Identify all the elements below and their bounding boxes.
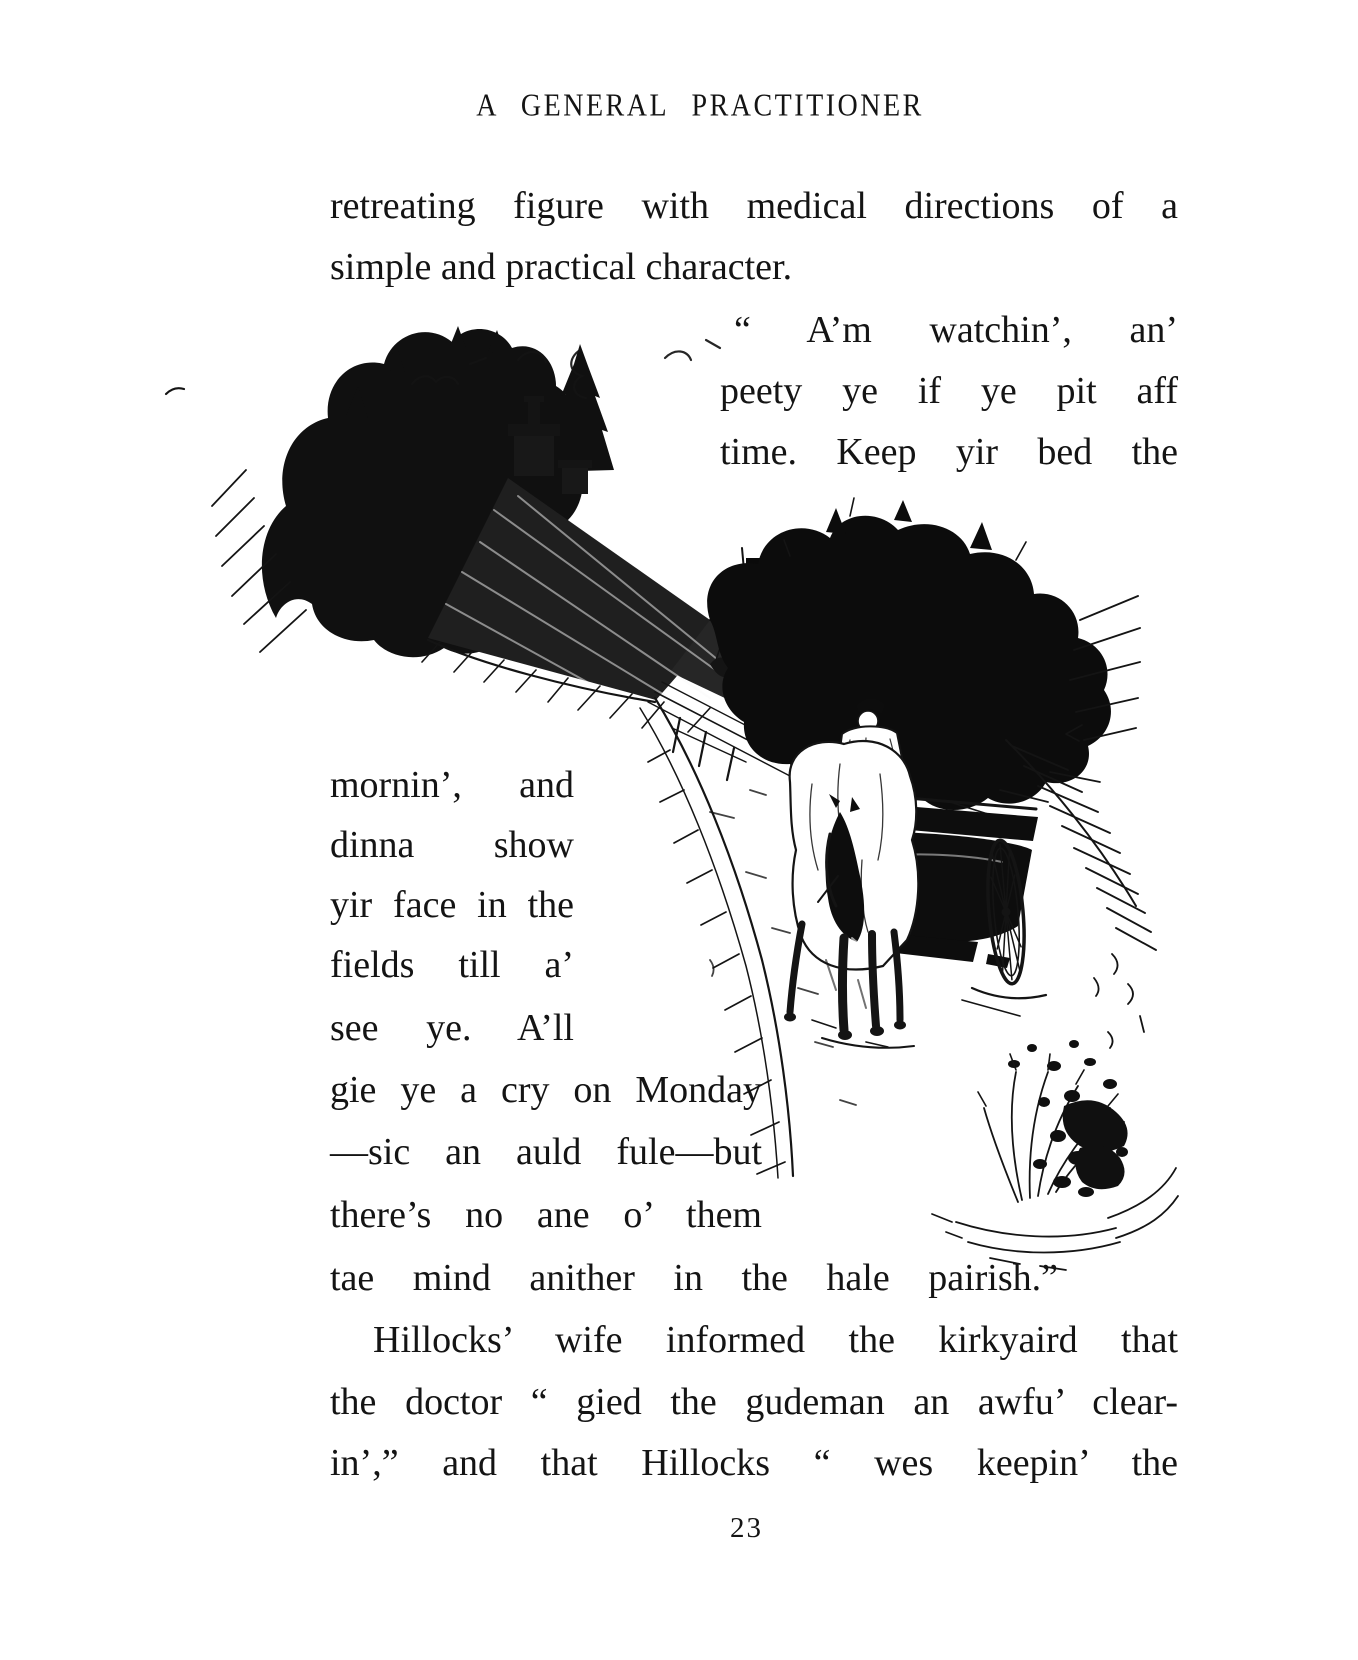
text-line-10: see ye. A’ll xyxy=(330,1007,574,1049)
text-line-13: there’s no ane o’ them xyxy=(330,1194,762,1236)
bush-group xyxy=(932,1040,1178,1270)
text-line-15: Hillocks’ wife informed the kirkyaird that xyxy=(373,1319,1178,1361)
text-line-9: fields till a’ xyxy=(330,944,574,986)
text-line-16: the doctor “ gied the gudeman an awfu’ clear- xyxy=(330,1381,1178,1423)
horse xyxy=(784,741,918,1048)
running-header: A GENERAL PRACTITIONER xyxy=(476,88,924,124)
text-line-1: retreating figure with medical directions of a xyxy=(330,185,1178,227)
stray-mark xyxy=(166,388,184,394)
text-line-12: —sic an auld fule—but xyxy=(330,1131,762,1173)
text-line-11: gie ye a cry on Monday xyxy=(330,1069,762,1111)
text-line-7: dinna show xyxy=(330,824,574,866)
page-number: 23 xyxy=(730,1512,763,1544)
text-line-4: peety ye if ye pit aff xyxy=(720,370,1178,412)
right-trees-group xyxy=(707,498,1140,816)
text-line-5: time. Keep yir bed the xyxy=(720,431,1178,473)
text-line-2: simple and practical character. xyxy=(330,246,793,288)
text-line-8: yir face in the xyxy=(330,884,574,926)
text-line-14: tae mind anither in the hale pairish.” xyxy=(330,1257,1058,1299)
text-line-3: “ A’m watchin’, an’ xyxy=(734,309,1178,351)
text-line-6: mornin’, and xyxy=(330,764,574,806)
text-line-17: in’,” and that Hillocks “ wes keepin’ the xyxy=(330,1442,1178,1484)
